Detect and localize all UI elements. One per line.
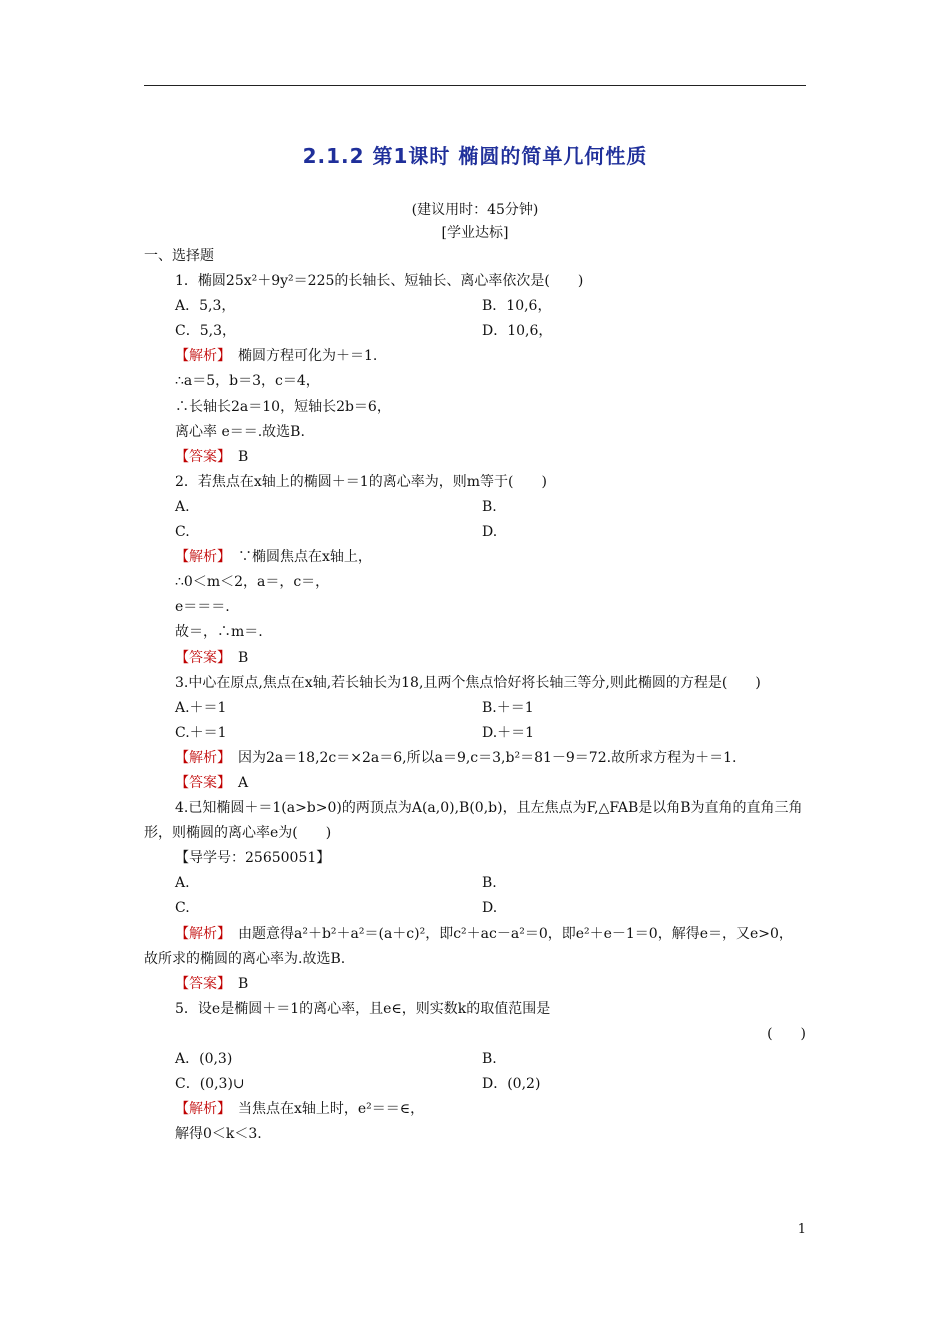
q1-solution-line: 离心率 e＝＝.故选B. bbox=[175, 423, 305, 440]
answer-label: 【答案】 bbox=[175, 649, 224, 666]
q4-answer: 【答案】 B bbox=[175, 975, 249, 992]
q1-solution-line: ∴a＝5，b＝3，c＝4， bbox=[175, 373, 320, 390]
q4-solution: 【解析】 由题意得a²＋b²＋a²＝(a＋c)²，即c²＋ac－a²＝0，即e²＋e－1＝0，解得e＝，又e>0，故所求的椭圆的离心率为.故选B. bbox=[144, 925, 793, 967]
q3-option-a: A.＋＝1 bbox=[175, 699, 227, 716]
q4-option-c: C. bbox=[175, 900, 190, 917]
q2-option-c: C. bbox=[175, 524, 190, 541]
q2-stem: 2．若焦点在x轴上的椭圆＋＝1的离心率为，则m等于( ) bbox=[175, 473, 547, 490]
section-tag: [学业达标] bbox=[441, 225, 509, 241]
q5-answer-paren-row bbox=[144, 1022, 806, 1047]
q5-option-a: A．(0,3) bbox=[175, 1051, 233, 1067]
q2-option-a: A. bbox=[175, 498, 190, 515]
q2-options-ab bbox=[144, 495, 806, 520]
q1-option-b: B．10,6， bbox=[482, 298, 552, 315]
q1-option-c: C．5,3， bbox=[175, 323, 236, 340]
q3-options-ab bbox=[144, 696, 806, 721]
q4-reference-number: 【导学号：25650051】 bbox=[175, 850, 331, 867]
answer-label: 【答案】 bbox=[175, 448, 224, 465]
q1-options-cd bbox=[144, 319, 806, 344]
q4-option-d: D. bbox=[482, 900, 498, 917]
q3-option-d: D.＋＝1 bbox=[482, 724, 535, 741]
q5-options-cd bbox=[144, 1072, 806, 1097]
q4-option-b: B. bbox=[482, 875, 497, 892]
q5-option-b: B. bbox=[482, 1051, 497, 1067]
q4-option-a: A. bbox=[175, 875, 190, 892]
q2-option-d: D. bbox=[482, 524, 498, 541]
q2-solution-line: e＝＝＝. bbox=[175, 599, 230, 616]
q1-answer: 【答案】 B bbox=[175, 448, 249, 465]
q5-stem: 5．设e是椭圆＋＝1的离心率，且e∈，则实数k的取值范围是 bbox=[175, 1000, 551, 1017]
q3-stem: 3.中心在原点,焦点在x轴,若长轴长为18,且两个焦点恰好将长轴三等分,则此椭圆的方程是( ) bbox=[175, 674, 761, 691]
document-body bbox=[144, 244, 806, 1147]
solution-label: 【解析】 bbox=[175, 749, 224, 766]
solution-label: 【解析】 bbox=[175, 549, 224, 566]
q3-option-b: B.＋＝1 bbox=[482, 699, 534, 716]
q4-options-ab bbox=[144, 871, 806, 896]
q2-solution: 【解析】 ∵椭圆焦点在x轴上， bbox=[175, 549, 372, 566]
q3-options-cd bbox=[144, 721, 806, 746]
q1-option-a: A．5,3， bbox=[175, 298, 236, 315]
answer-label: 【答案】 bbox=[175, 774, 224, 791]
time-note: (建议用时：45分钟) bbox=[411, 202, 539, 218]
q5-option-d: D．(0,2) bbox=[482, 1076, 541, 1093]
q1-option-d: D．10,6， bbox=[482, 323, 553, 340]
solution-label: 【解析】 bbox=[175, 348, 224, 365]
q3-option-c: C.＋＝1 bbox=[175, 724, 227, 741]
q3-answer: 【答案】 A bbox=[175, 774, 249, 791]
q2-solution-line: 故＝，∴m＝. bbox=[175, 624, 263, 641]
q1-options-ab bbox=[144, 294, 806, 319]
q1-stem: 1．椭圆25x²＋9y²＝225的长轴长、短轴长、离心率依次是( ) bbox=[175, 273, 584, 290]
q5-solution: 【解析】 当焦点在x轴上时，e²＝＝∈， bbox=[175, 1101, 425, 1118]
header-rule bbox=[144, 85, 806, 86]
page-title: 2.1.2 第1课时 椭圆的简单几何性质 bbox=[302, 144, 648, 168]
q2-answer: 【答案】 B bbox=[175, 649, 249, 666]
q5-options-ab bbox=[144, 1047, 806, 1072]
q5-option-c: C．(0,3)∪ bbox=[175, 1076, 245, 1093]
q4-stem: 4.已知椭圆＋＝1(a>b>0)的两顶点为A(a,0),B(0,b)，且左焦点为F,△FAB是以角B为直角的直角三角形，则椭圆的离心率e为( ) bbox=[144, 800, 803, 842]
q1-solution: 【解析】 椭圆方程可化为＋＝1. bbox=[175, 348, 378, 365]
section-heading: 一、选择题 bbox=[144, 248, 214, 264]
answer-label: 【答案】 bbox=[175, 975, 224, 992]
solution-label: 【解析】 bbox=[175, 925, 224, 942]
q3-solution: 【解析】 因为2a＝18,2c＝×2a＝6,所以a＝9,c＝3,b²＝81－9＝72.故所求方程为＋＝1. bbox=[175, 749, 737, 766]
q2-options-cd bbox=[144, 520, 806, 545]
q1-solution-line: ∴长轴长2a＝10，短轴长2b＝6， bbox=[175, 398, 391, 415]
solution-label: 【解析】 bbox=[175, 1101, 224, 1118]
q2-option-b: B. bbox=[482, 498, 497, 515]
page-number: 1 bbox=[797, 1222, 806, 1237]
q5-answer-paren: ( ) bbox=[767, 1025, 806, 1042]
q4-options-cd bbox=[144, 896, 806, 921]
q2-solution-line: ∴0＜m＜2，a＝，c＝， bbox=[175, 574, 330, 591]
q5-solution-line: 解得0＜k＜3. bbox=[175, 1126, 262, 1143]
